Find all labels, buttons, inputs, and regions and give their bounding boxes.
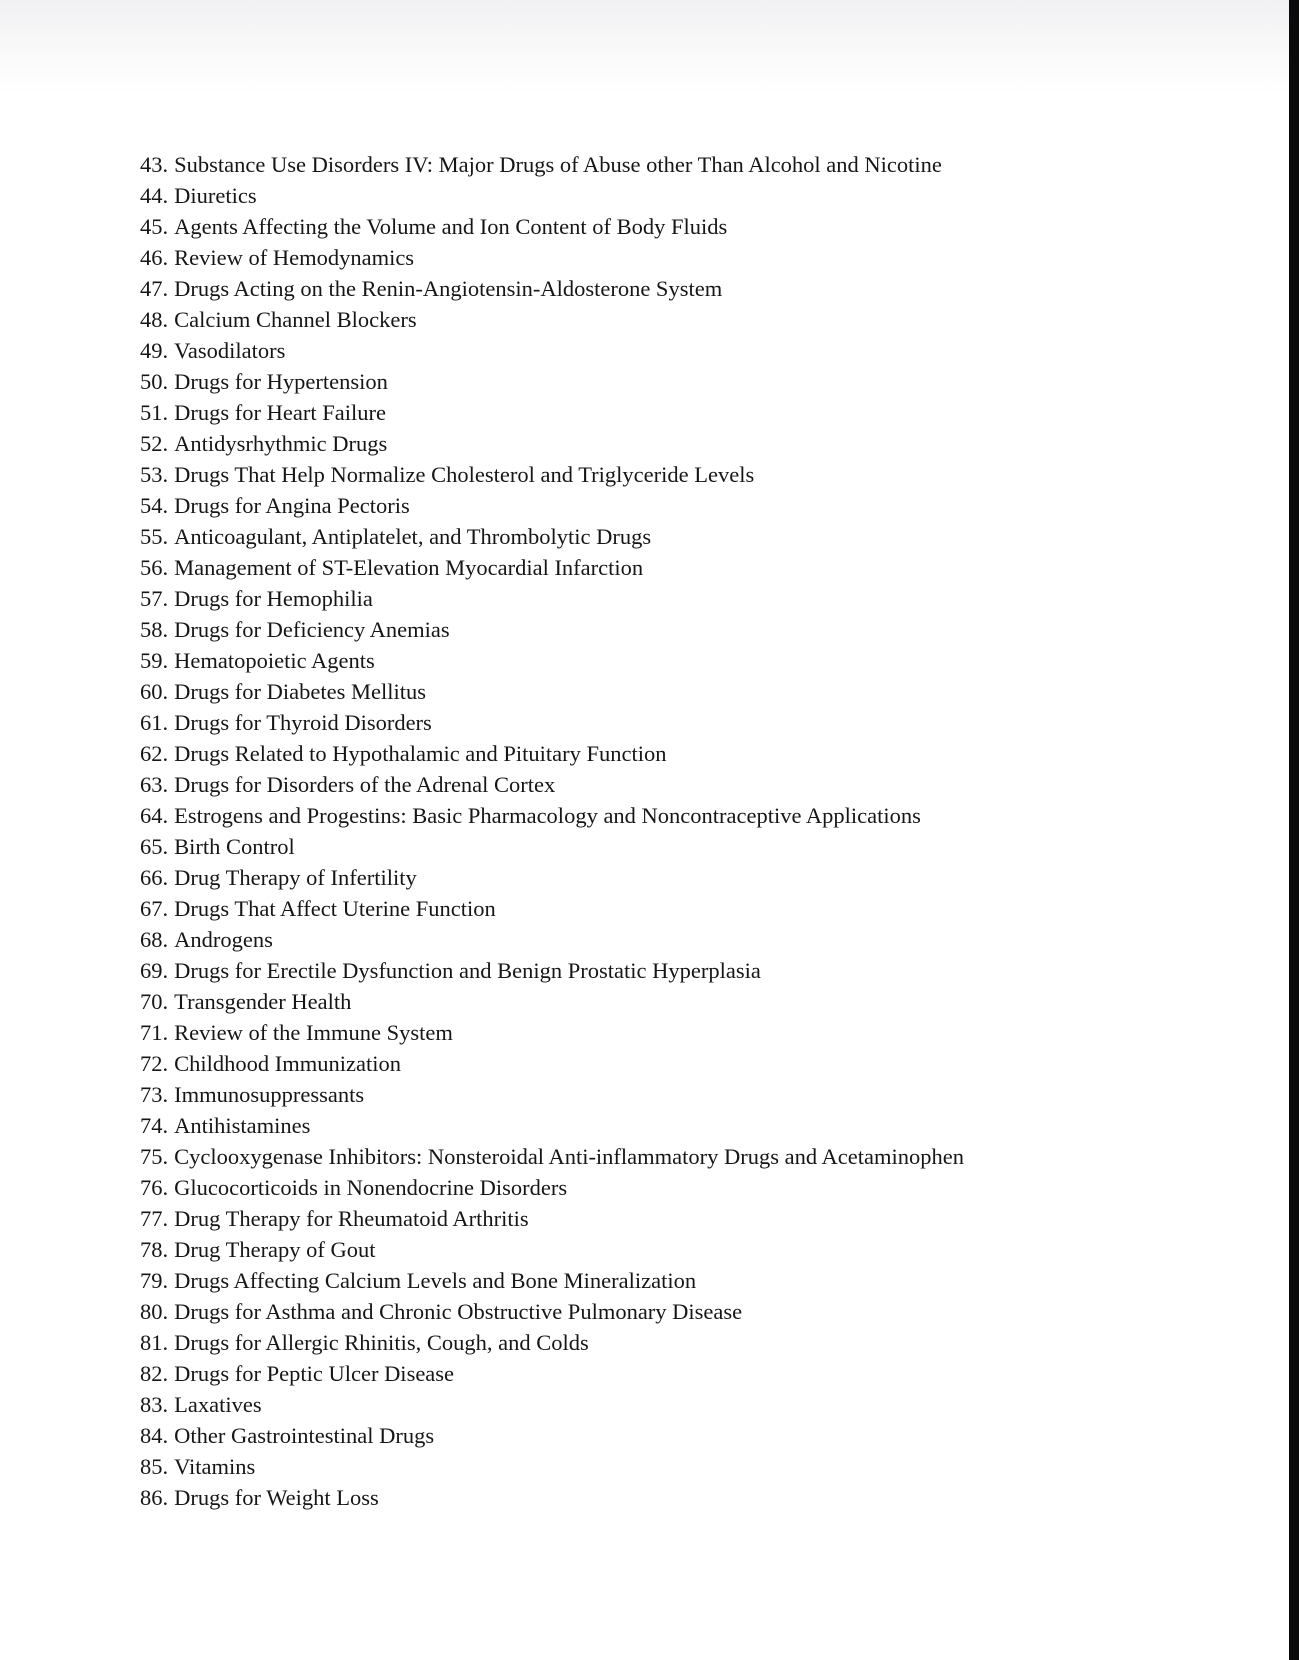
chapter-number: 48. xyxy=(140,307,169,332)
chapter-number: 46. xyxy=(140,245,169,270)
chapter-title: Birth Control xyxy=(174,834,295,859)
chapter-number: 67. xyxy=(140,896,169,921)
chapter-list-item xyxy=(140,366,964,397)
chapter-title: Drugs for Allergic Rhinitis, Cough, and Colds xyxy=(174,1330,589,1355)
chapter-list-item xyxy=(140,1110,964,1141)
chapter-title: Review of Hemodynamics xyxy=(174,245,415,270)
chapter-list-item xyxy=(140,1296,964,1327)
chapter-list-item xyxy=(140,428,964,459)
chapter-number: 76. xyxy=(140,1175,169,1200)
chapter-number: 83. xyxy=(140,1392,169,1417)
chapter-title: Vasodilators xyxy=(174,338,286,363)
chapter-number: 56. xyxy=(140,555,169,580)
chapter-list-item xyxy=(140,676,964,707)
chapter-number: 60. xyxy=(140,679,169,704)
chapter-number: 68. xyxy=(140,927,169,952)
chapter-title: Drugs Affecting Calcium Levels and Bone Mineralization xyxy=(174,1268,697,1293)
chapter-title: Drugs for Deficiency Anemias xyxy=(174,617,450,642)
chapter-number: 64. xyxy=(140,803,169,828)
chapter-title: Calcium Channel Blockers xyxy=(174,307,417,332)
chapter-title: Review of the Immune System xyxy=(174,1020,453,1045)
chapter-title: Drugs Related to Hypothalamic and Pituitary Function xyxy=(174,741,667,766)
chapter-number: 79. xyxy=(140,1268,169,1293)
chapter-list-item xyxy=(140,273,964,304)
chapter-title: Drugs for Hemophilia xyxy=(174,586,373,611)
chapter-list-item xyxy=(140,1234,964,1265)
chapter-title: Immunosuppressants xyxy=(174,1082,365,1107)
chapter-title: Drugs for Diabetes Mellitus xyxy=(174,679,426,704)
chapter-list-item xyxy=(140,490,964,521)
chapter-list-item xyxy=(140,242,964,273)
chapter-number: 53. xyxy=(140,462,169,487)
chapter-title: Drugs for Erectile Dysfunction and Benign Prostatic Hyperplasia xyxy=(174,958,761,983)
chapter-list-item xyxy=(140,614,964,645)
chapter-title: Laxatives xyxy=(174,1392,262,1417)
chapter-number: 66. xyxy=(140,865,169,890)
chapter-number: 73. xyxy=(140,1082,169,1107)
chapter-title: Drugs for Asthma and Chronic Obstructive Pulmonary Disease xyxy=(174,1299,743,1324)
chapter-number: 49. xyxy=(140,338,169,363)
chapter-title: Childhood Immunization xyxy=(174,1051,401,1076)
chapter-list-item xyxy=(140,1482,964,1513)
chapter-title: Drugs for Angina Pectoris xyxy=(174,493,410,518)
chapter-number: 85. xyxy=(140,1454,169,1479)
chapter-list-item xyxy=(140,862,964,893)
chapter-list-item xyxy=(140,707,964,738)
chapter-title: Drugs for Disorders of the Adrenal Cortex xyxy=(174,772,556,797)
chapter-title: Drugs for Thyroid Disorders xyxy=(174,710,432,735)
chapter-number: 65. xyxy=(140,834,169,859)
page-edge-border xyxy=(1289,0,1299,1660)
chapter-list-item xyxy=(140,738,964,769)
chapter-list-item xyxy=(140,831,964,862)
chapter-list-item xyxy=(140,769,964,800)
chapter-number: 58. xyxy=(140,617,169,642)
chapter-title: Management of ST-Elevation Myocardial Infarction xyxy=(174,555,644,580)
chapter-title: Other Gastrointestinal Drugs xyxy=(174,1423,435,1448)
chapter-list-item xyxy=(140,645,964,676)
chapter-title: Drugs for Heart Failure xyxy=(174,400,386,425)
chapter-number: 70. xyxy=(140,989,169,1014)
chapter-number: 80. xyxy=(140,1299,169,1324)
chapter-number: 44. xyxy=(140,183,169,208)
chapter-list-item xyxy=(140,583,964,614)
chapter-number: 69. xyxy=(140,958,169,983)
chapter-number: 63. xyxy=(140,772,169,797)
chapter-title: Diuretics xyxy=(174,183,257,208)
chapter-number: 52. xyxy=(140,431,169,456)
chapter-number: 47. xyxy=(140,276,169,301)
chapter-number: 50. xyxy=(140,369,169,394)
chapter-list-item xyxy=(140,521,964,552)
chapter-list-item xyxy=(140,1079,964,1110)
chapter-list-item xyxy=(140,1048,964,1079)
chapter-number: 55. xyxy=(140,524,169,549)
chapter-title: Glucocorticoids in Nonendocrine Disorders xyxy=(174,1175,568,1200)
chapter-title: Agents Affecting the Volume and Ion Content of Body Fluids xyxy=(174,214,728,239)
chapter-number: 75. xyxy=(140,1144,169,1169)
chapter-list-item xyxy=(140,986,964,1017)
chapter-number: 61. xyxy=(140,710,169,735)
chapter-title: Anticoagulant, Antiplatelet, and Thrombolytic Drugs xyxy=(174,524,652,549)
chapter-list-item xyxy=(140,149,964,180)
chapter-number: 82. xyxy=(140,1361,169,1386)
chapter-title: Substance Use Disorders IV: Major Drugs of Abuse other Than Alcohol and Nicotine xyxy=(174,152,942,177)
chapter-title: Hematopoietic Agents xyxy=(174,648,375,673)
chapter-number: 71. xyxy=(140,1020,169,1045)
chapter-title: Vitamins xyxy=(174,1454,256,1479)
chapter-list-item xyxy=(140,1389,964,1420)
chapter-list-item xyxy=(140,924,964,955)
chapter-list-item xyxy=(140,552,964,583)
chapter-number: 45. xyxy=(140,214,169,239)
chapter-list-item xyxy=(140,955,964,986)
chapter-number: 59. xyxy=(140,648,169,673)
chapter-list-item xyxy=(140,1141,964,1172)
chapter-title: Drug Therapy of Infertility xyxy=(174,865,417,890)
chapter-list-item xyxy=(140,800,964,831)
chapter-list-item xyxy=(140,180,964,211)
chapter-number: 51. xyxy=(140,400,169,425)
chapter-title: Drugs That Affect Uterine Function xyxy=(174,896,496,921)
chapter-title: Drugs That Help Normalize Cholesterol and Triglyceride Levels xyxy=(174,462,755,487)
chapter-list-item xyxy=(140,893,964,924)
chapter-title: Drugs Acting on the Renin-Angiotensin-Aldosterone System xyxy=(174,276,723,301)
chapter-list-item xyxy=(140,459,964,490)
chapter-list-item xyxy=(140,1358,964,1389)
chapter-list-item xyxy=(140,1420,964,1451)
chapter-number: 43. xyxy=(140,152,169,177)
chapter-list-item xyxy=(140,1172,964,1203)
chapter-title: Drugs for Peptic Ulcer Disease xyxy=(174,1361,455,1386)
chapter-title: Antihistamines xyxy=(174,1113,311,1138)
chapter-list-item xyxy=(140,1451,964,1482)
chapter-title: Drug Therapy for Rheumatoid Arthritis xyxy=(174,1206,529,1231)
chapter-list-item xyxy=(140,304,964,335)
chapter-number: 78. xyxy=(140,1237,169,1262)
chapter-title: Drugs for Weight Loss xyxy=(174,1485,379,1510)
chapter-number: 74. xyxy=(140,1113,169,1138)
chapter-number: 62. xyxy=(140,741,169,766)
chapter-title: Androgens xyxy=(174,927,273,952)
chapter-title: Cyclooxygenase Inhibitors: Nonsteroidal Anti-inflammatory Drugs and Acetaminophen xyxy=(174,1144,964,1169)
chapter-list-item xyxy=(140,397,964,428)
chapter-title: Antidysrhythmic Drugs xyxy=(174,431,388,456)
chapter-number: 81. xyxy=(140,1330,169,1355)
chapter-list-item xyxy=(140,1017,964,1048)
chapter-number: 77. xyxy=(140,1206,169,1231)
chapter-list-item xyxy=(140,1265,964,1296)
chapter-number: 72. xyxy=(140,1051,169,1076)
chapter-title: Estrogens and Progestins: Basic Pharmacology and Noncontraceptive Applications xyxy=(174,803,921,828)
chapter-title: Transgender Health xyxy=(174,989,352,1014)
chapter-list xyxy=(140,149,964,1513)
chapter-title: Drug Therapy of Gout xyxy=(174,1237,376,1262)
chapter-number: 84. xyxy=(140,1423,169,1448)
chapter-number: 57. xyxy=(140,586,169,611)
chapter-list-item xyxy=(140,335,964,366)
chapter-list-item xyxy=(140,1203,964,1234)
chapter-title: Drugs for Hypertension xyxy=(174,369,388,394)
chapter-number: 86. xyxy=(140,1485,169,1510)
chapter-list-item xyxy=(140,1327,964,1358)
chapter-list-item xyxy=(140,211,964,242)
chapter-number: 54. xyxy=(140,493,169,518)
